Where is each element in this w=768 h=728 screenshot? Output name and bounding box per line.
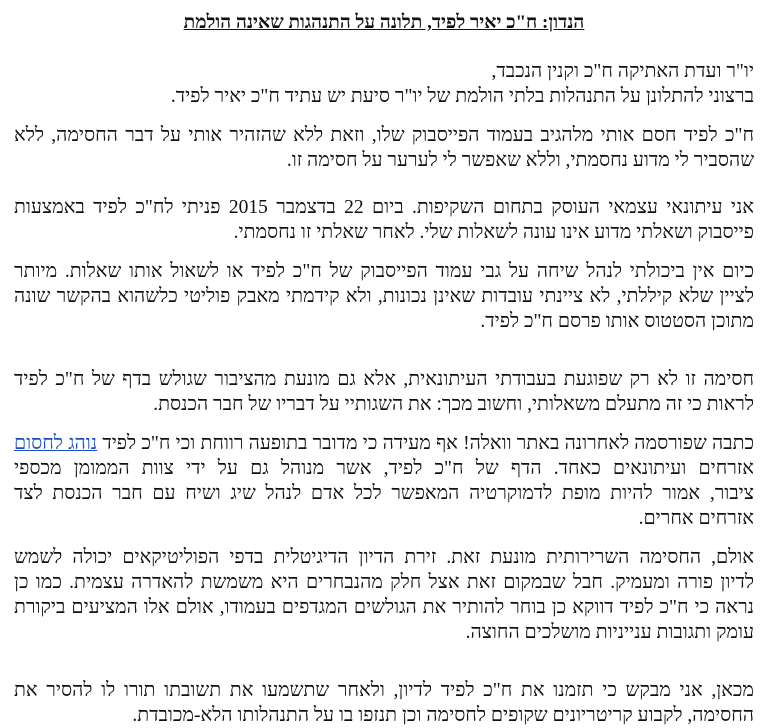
text-line: ח"כ לפיד חסם אותי מלהגיב בעמוד הפייסבוק שלו, וזאת ללא שהזהיר אותי על דבר החסימה, ללא (14, 125, 754, 146)
text-line: לדיון פורה ומעמיק. חבל שבמקום זאת אצל חלק מהנבחרים היא משמשת להאדרה עצמית. כמו כן (14, 572, 754, 593)
text-line: שהסביר לי מדוע נחסמתי, וללא שאפשר לי לערער על חסימה זו. (286, 150, 754, 171)
text-line: החסימה, לקבוע קריטריונים שקופים לחסימה וכן תנזפו בו על התנהלותו הלא-מכובדת. (132, 705, 754, 726)
text-line: פייסבוק ושאלתי מדוע אינו עונה לשאלות שלי. לאחר שאלתי זו נחסמתי. (233, 222, 754, 243)
text-line: עומק ותגובות ענייניות מושלכים החוצה. (465, 622, 754, 643)
text-line: ברצוני להתלונן על התנהלות בלתי הולמת של יו"ר סיעת יש עתיד ח"כ יאיר לפיד. (170, 86, 754, 107)
text-line: נראה כי ח"כ לפיד דווקא כן בוחר להותיר את הגולשים המגדפים בעמודו, אולם אלו המציעים ביקורת (14, 597, 754, 618)
current-state-paragraph (14, 259, 754, 334)
text-line (14, 431, 754, 456)
text-line: כיום אין ביכולתי לנהל שיחה על גבי עמוד הפייסבוק של ח"כ לפיד או לשאול אותו שאלות. מיותר (14, 261, 754, 282)
blocking-paragraph (14, 123, 754, 173)
letter-subject-title: הנדון: ח"כ יאיר לפיד, תלונה על התנהגות שאינה הולמת (183, 12, 585, 33)
text-line: לציין שלא קיללתי, לא ציינתי עובדות שאינן נכונות, ולא קידמתי מאבק פוליטי כלשהוא בהקשר שונה (14, 286, 754, 307)
walla-article-paragraph (14, 431, 754, 531)
text-line: אזרחים אחרים. (638, 508, 754, 529)
text-line: יו"ר ועדת האתיקה ח"כ וקנין הנכבד, (491, 61, 754, 82)
journalist-paragraph (14, 195, 754, 245)
text-segment: כתבה שפורסמה לאחרונה באתר וואלה! אף מעידה כי מדובר בתופעה רווחת וכי ח"כ לפיד (97, 433, 754, 454)
request-paragraph (14, 678, 754, 728)
text-line: אזרחים ועיתונאים כאחד. הדף של ח"כ לפיד, אשר מנוהל גם על ידי צוות הממומן מכספי (14, 458, 754, 479)
text-line: ציבור, אמור להיות מופת לדמוקרטיה המאפשר לכל אדם לנהל שיג ושיח עם חבר הכנסת לצד (14, 483, 754, 504)
greeting-paragraph (14, 59, 754, 109)
article-link[interactable]: נוהג לחסום (14, 433, 98, 454)
letter-page (14, 0, 754, 728)
text-line: לראות כי זה מתעלם משאלותי, וחשוב מכך: את השגותיי על דבריו של חבר הכנסת. (153, 394, 754, 415)
text-line: מתוכן הסטטוס אותו פרסם ח"כ לפיד. (480, 311, 754, 332)
arbitrary-blocking-paragraph (14, 545, 754, 645)
text-line: מכאן, אני מבקש כי תזמנו את ח"כ לפיד לדיון, ולאחר שתשמעו את תשובתו תורו לו להסיר את (14, 680, 754, 701)
text-line: אולם, החסימה השרירותית מונעת זאת. זירת הדיון הדיגיטלית בדפי הפוליטיקאים יכולה לשמש (14, 547, 754, 568)
text-line: אני עיתונאי עצמאי העוסק בתחום השקיפות. ביום 22 בדצמבר 2015 פניתי לח"כ לפיד באמצעות (14, 197, 754, 218)
harm-paragraph (14, 367, 754, 417)
text-line: חסימה זו לא רק שפוגעת בעבודתי העיתונאית, אלא גם מונעת מהציבור שגולש בדף של ח"כ לפיד (14, 369, 754, 390)
